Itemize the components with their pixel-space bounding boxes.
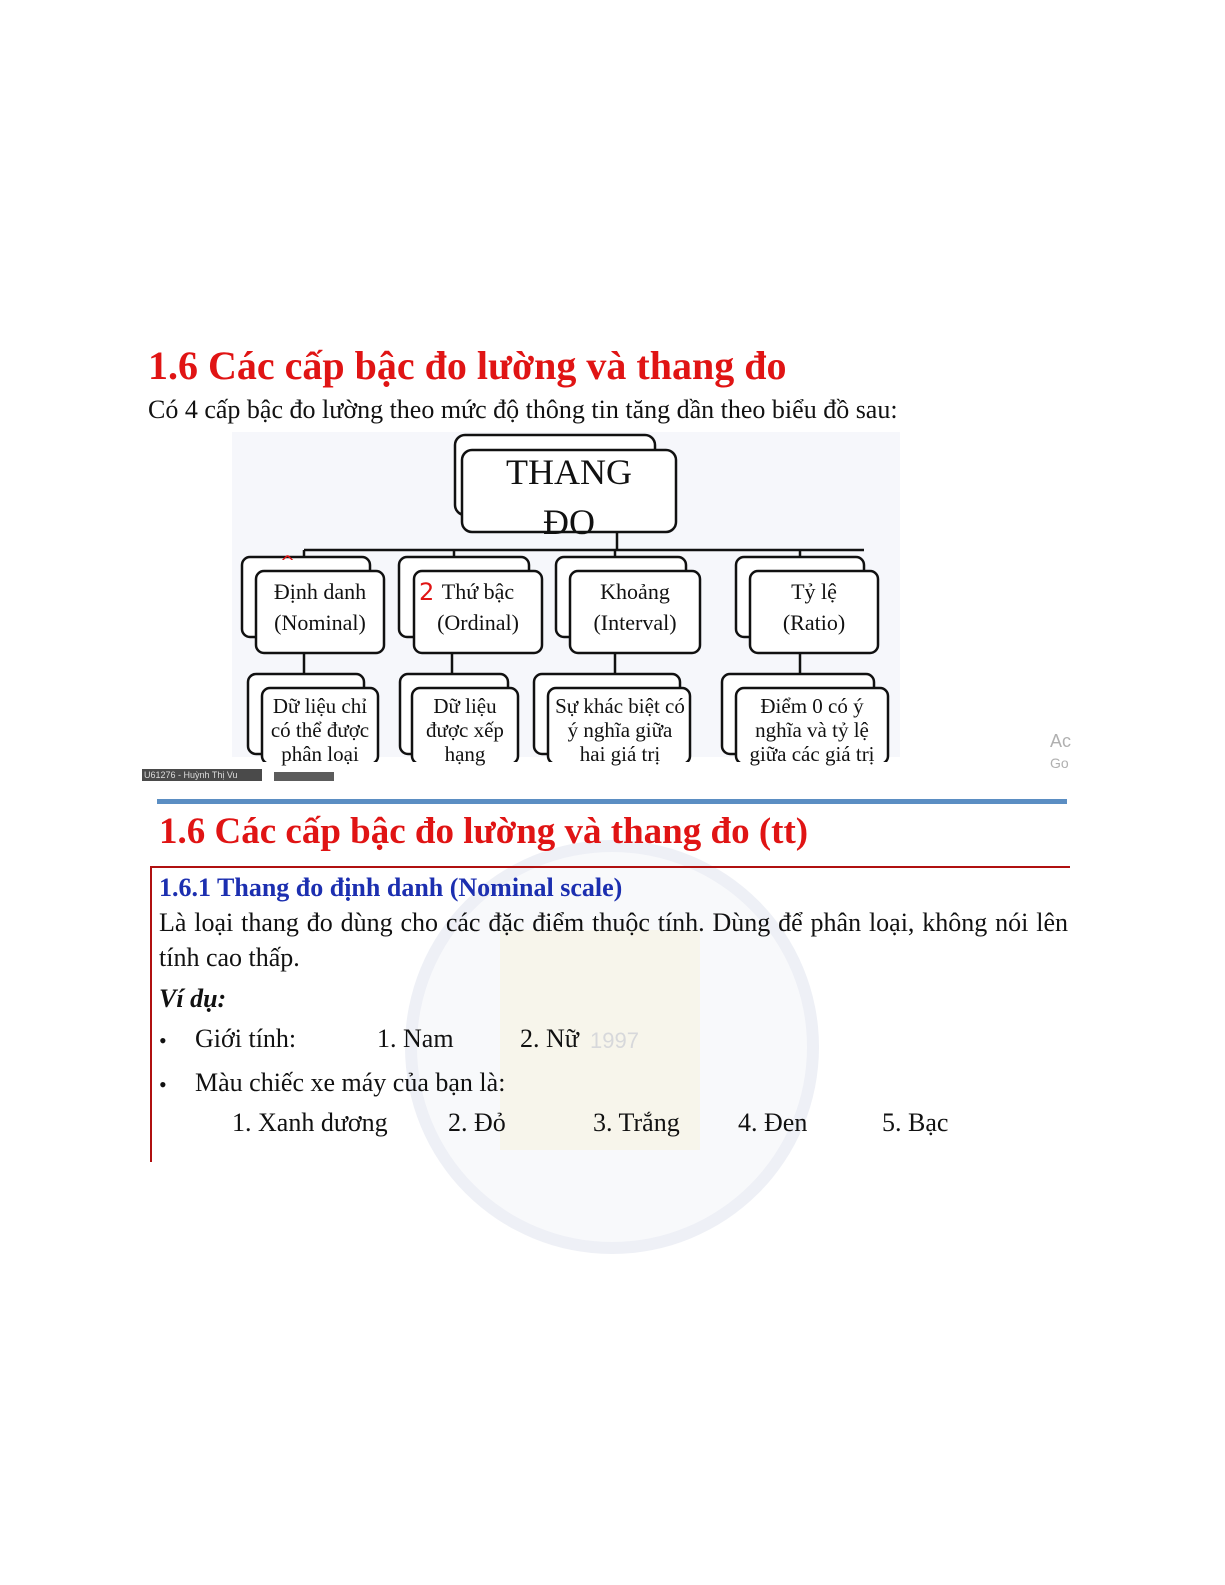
scale-english: (Ordinal) — [437, 610, 519, 635]
scale-name: Tỷ lệ — [791, 579, 837, 604]
video-caption-bar-extra — [274, 772, 334, 781]
root-line-2: ĐO — [543, 502, 595, 542]
scale-name: Thứ bậc — [441, 579, 515, 604]
description-line: ý nghĩa giữa — [567, 718, 673, 742]
color-option: 1. Xanh dương — [232, 1108, 388, 1137]
description-box-ordinal — [412, 694, 518, 766]
video-caption-bar: U61276 - Huỳnh Thị Vu — [142, 769, 262, 781]
scale-box-ratio — [750, 576, 878, 638]
scale-name: Định danh — [273, 579, 367, 604]
description-line: nghĩa và tỷ lệ — [755, 718, 869, 742]
color-option: 5. Bạc — [882, 1108, 949, 1137]
color-option: 3. Trắng — [593, 1108, 680, 1137]
gender-option: 2. Nữ — [520, 1024, 579, 1053]
section-heading: 1.6.1 Thang đo định danh (Nominal scale) — [159, 873, 623, 902]
scale-english: (Nominal) — [274, 610, 366, 635]
description-line: hạng — [444, 742, 486, 766]
scale-english: (Interval) — [593, 610, 677, 635]
description-box-nominal — [262, 694, 378, 766]
color-option: 4. Đen — [738, 1108, 808, 1137]
bullet-marker: • — [159, 1028, 167, 1053]
description-line: Sự khác biệt có — [555, 694, 685, 718]
description-line: được xếp — [426, 718, 504, 742]
description-line: giữa các giá trị — [749, 742, 875, 766]
description-line: có thể được — [270, 718, 370, 742]
bullet-gender-label: Giới tính: — [195, 1024, 297, 1053]
slide-1-title: 1.6 Các cấp bậc đo lường và thang đo — [148, 343, 787, 388]
description-box-ratio — [736, 694, 888, 766]
activation-watermark — [1050, 730, 1071, 774]
slide-divider-rule — [157, 799, 1067, 804]
definition-paragraph: Là loại thang đo dùng cho các đặc điểm thuộc tính. Dùng để phân loại, không nói lên tính cao thấp. — [159, 908, 1068, 972]
scale-box-interval — [570, 576, 700, 638]
example-label: Ví dụ: — [159, 984, 227, 1013]
scale-box-nominal — [256, 576, 384, 638]
annotation-caret: ^ — [280, 552, 296, 573]
slide-2-title: 1.6 Các cấp bậc đo lường và thang đo (tt) — [159, 811, 809, 852]
watermark-line-1: Ac — [1050, 731, 1072, 751]
description-line: Dữ liệu — [433, 694, 497, 718]
description-line: hai giá trị — [579, 742, 661, 766]
bullet-marker: • — [159, 1072, 167, 1097]
watermark-line-2: Go — [1050, 755, 1069, 771]
root-box — [462, 447, 676, 547]
description-line: phân loại — [281, 742, 359, 766]
description-box-interval — [546, 694, 694, 766]
scale-english: (Ratio) — [782, 610, 846, 635]
seal-year: 1997 — [590, 1028, 639, 1053]
description-line: Dữ liệu chỉ — [272, 694, 368, 718]
root-line-1: THANG — [506, 452, 632, 492]
bullet-color-label: Màu chiếc xe máy của bạn là: — [195, 1068, 506, 1097]
scale-name: Khoảng — [600, 579, 670, 604]
slide-1-intro: Có 4 cấp bậc đo lường theo mức độ thông tin tăng dần theo biểu đồ sau: — [148, 395, 898, 424]
slide-1 — [140, 340, 1072, 780]
annotation-number-2: 2 — [419, 578, 435, 606]
gender-option: 1. Nam — [377, 1024, 454, 1053]
color-option: 2. Đỏ — [448, 1108, 506, 1137]
description-line: Điểm 0 có ý — [760, 694, 864, 718]
slide-2 — [150, 810, 1070, 1160]
